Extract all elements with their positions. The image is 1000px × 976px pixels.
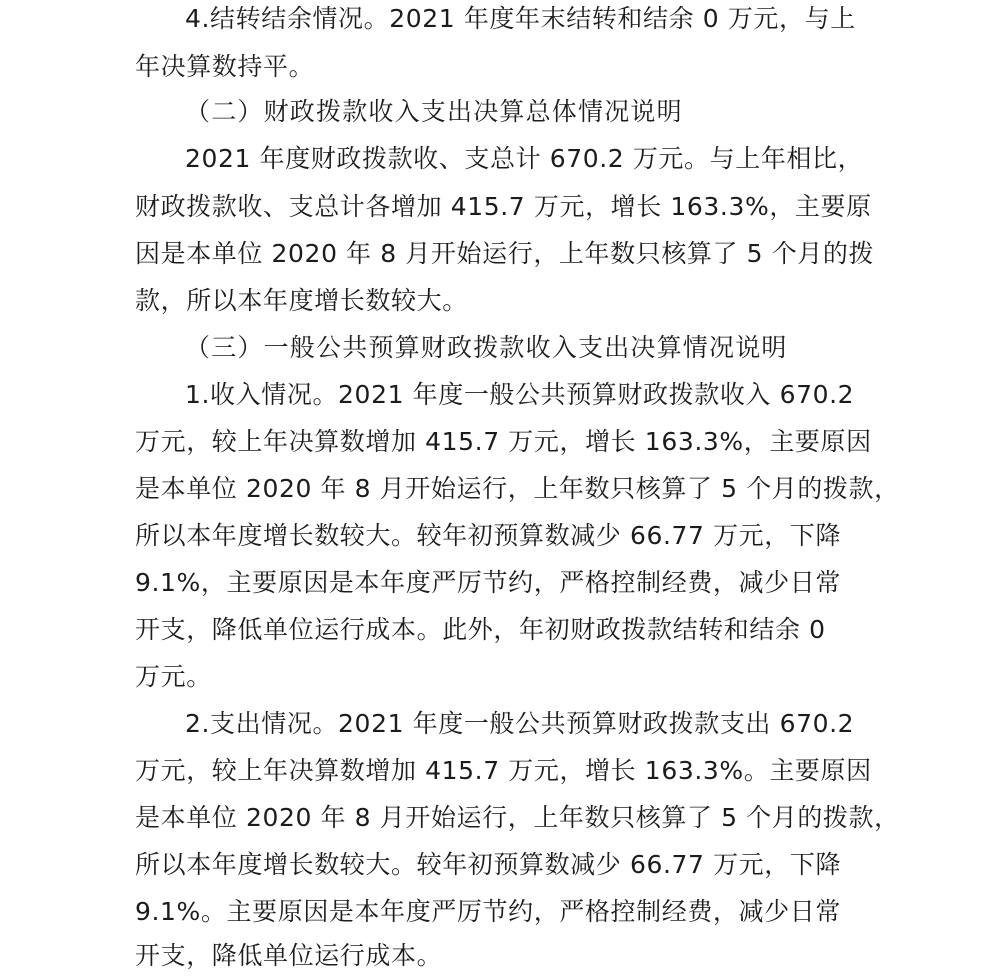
paragraph-line: 9.1%，主要原因是本年度严厉节约，严格控制经费，减少日常 xyxy=(135,568,841,597)
paragraph-line: 所以本年度增长数较大。较年初预算数减少 66.77 万元，下降 xyxy=(135,521,842,550)
paragraph-line: 款，所以本年度增长数较大。 xyxy=(135,286,468,315)
paragraph-line: 因是本单位 2020 年 8 月开始运行，上年数只核算了 5 个月的拨 xyxy=(135,239,875,268)
paragraph-line: 开支，降低单位运行成本。 xyxy=(135,941,443,970)
paragraph-line: 万元，较上年决算数增加 415.7 万元，增长 163.3%。主要原因 xyxy=(135,756,872,785)
section-heading-3: （三）一般公共预算财政拨款收入支出决算情况说明 xyxy=(185,333,788,362)
paragraph-line: 4.结转结余情况。2021 年度年末结转和结余 0 万元，与上 xyxy=(185,4,856,33)
paragraph-line: 开支，降低单位运行成本。此外，年初财政拨款结转和结余 0 xyxy=(135,615,826,644)
paragraph-line: 万元。 xyxy=(135,662,212,691)
paragraph-line: 是本单位 2020 年 8 月开始运行，上年数只核算了 5 个月的拨款， xyxy=(135,803,900,832)
paragraph-line: 所以本年度增长数较大。较年初预算数减少 66.77 万元，下降 xyxy=(135,850,842,879)
paragraph-line: 年决算数持平。 xyxy=(135,52,315,81)
paragraph-line: 2021 年度财政拨款收、支总计 670.2 万元。与上年相比， xyxy=(185,144,864,173)
paragraph-line: 是本单位 2020 年 8 月开始运行，上年数只核算了 5 个月的拨款， xyxy=(135,474,900,503)
paragraph-line: 万元，较上年决算数增加 415.7 万元，增长 163.3%，主要原因 xyxy=(135,427,872,456)
paragraph-line: 2.支出情况。2021 年度一般公共预算财政拨款支出 670.2 xyxy=(185,709,855,738)
paragraph-line: 9.1%。主要原因是本年度严厉节约，严格控制经费，减少日常 xyxy=(135,897,841,926)
paragraph-line: 1.收入情况。2021 年度一般公共预算财政拨款收入 670.2 xyxy=(185,380,855,409)
section-heading-2: （二）财政拨款收入支出决算总体情况说明 xyxy=(185,97,683,126)
paragraph-line: 财政拨款收、支总计各增加 415.7 万元，增长 163.3%，主要原 xyxy=(135,192,872,221)
